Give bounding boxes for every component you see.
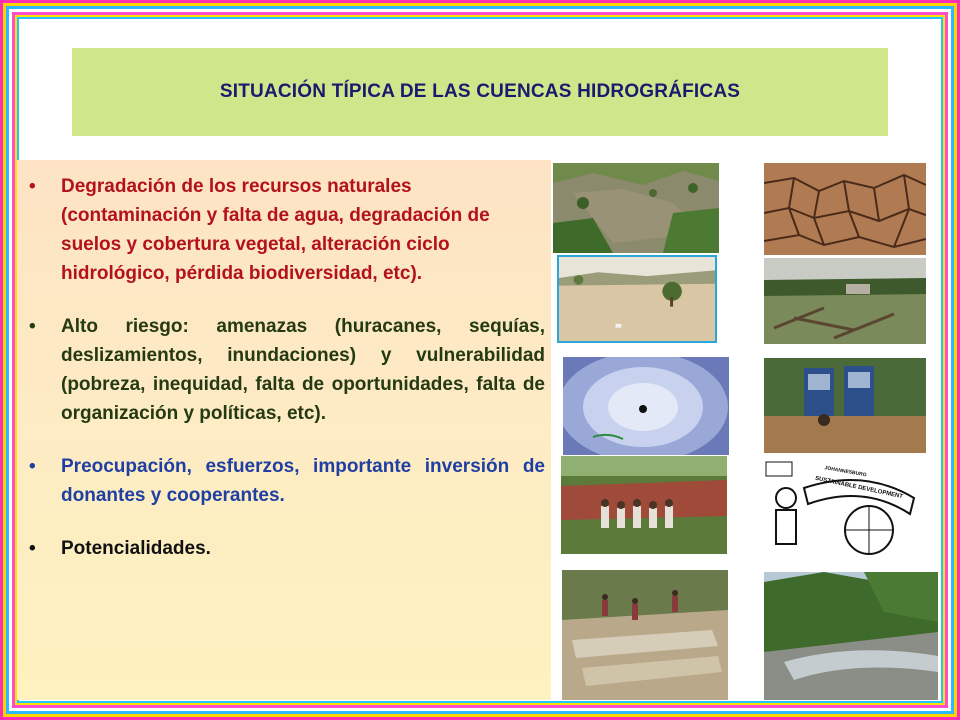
bullet-degradation: • Degradación de los recursos naturales (contaminación y falta de agua, degradación de suelos y cobertura vegetal, alteración ciclo hidrológico, pérdida biodiversidad, etc). — [17, 172, 545, 288]
cartoon-top-text: JOHANNESBURG — [824, 465, 867, 479]
deforested-hillside-photo — [553, 163, 719, 253]
bullet-investment: • Preocupación, esfuerzos, importante inversión de donantes y cooperantes. — [17, 452, 545, 510]
flooded-street-photo — [764, 358, 926, 453]
terrace-construction-workers-photo — [562, 570, 728, 700]
slide-title: SITUACIÓN TÍPICA DE LAS CUENCAS HIDROGRÁFICAS — [219, 81, 741, 102]
river-valley-photo — [764, 572, 938, 700]
bullet-risk: • Alto riesgo: amenazas (huracanes, sequías, deslizamientos, inundaciones) y vulnerabilidad (pobreza, inequidad, falta de oportunidades, falta de organización y políticas, etc). — [17, 312, 545, 428]
cracked-dry-soil-photo — [764, 163, 926, 255]
dry-pasture-photo — [557, 255, 717, 343]
felled-forest-photo — [764, 258, 926, 344]
bullet-list — [17, 172, 545, 587]
community-group-field-photo — [561, 456, 727, 554]
bullet-potential: • Potencialidades. — [17, 534, 545, 563]
sustainable-development-cartoon — [764, 458, 926, 556]
title-banner — [72, 48, 888, 136]
hurricane-satellite-photo — [563, 357, 729, 455]
cartoon-banner-text: SUSTAINABLE DEVELOPMENT — [814, 475, 904, 501]
